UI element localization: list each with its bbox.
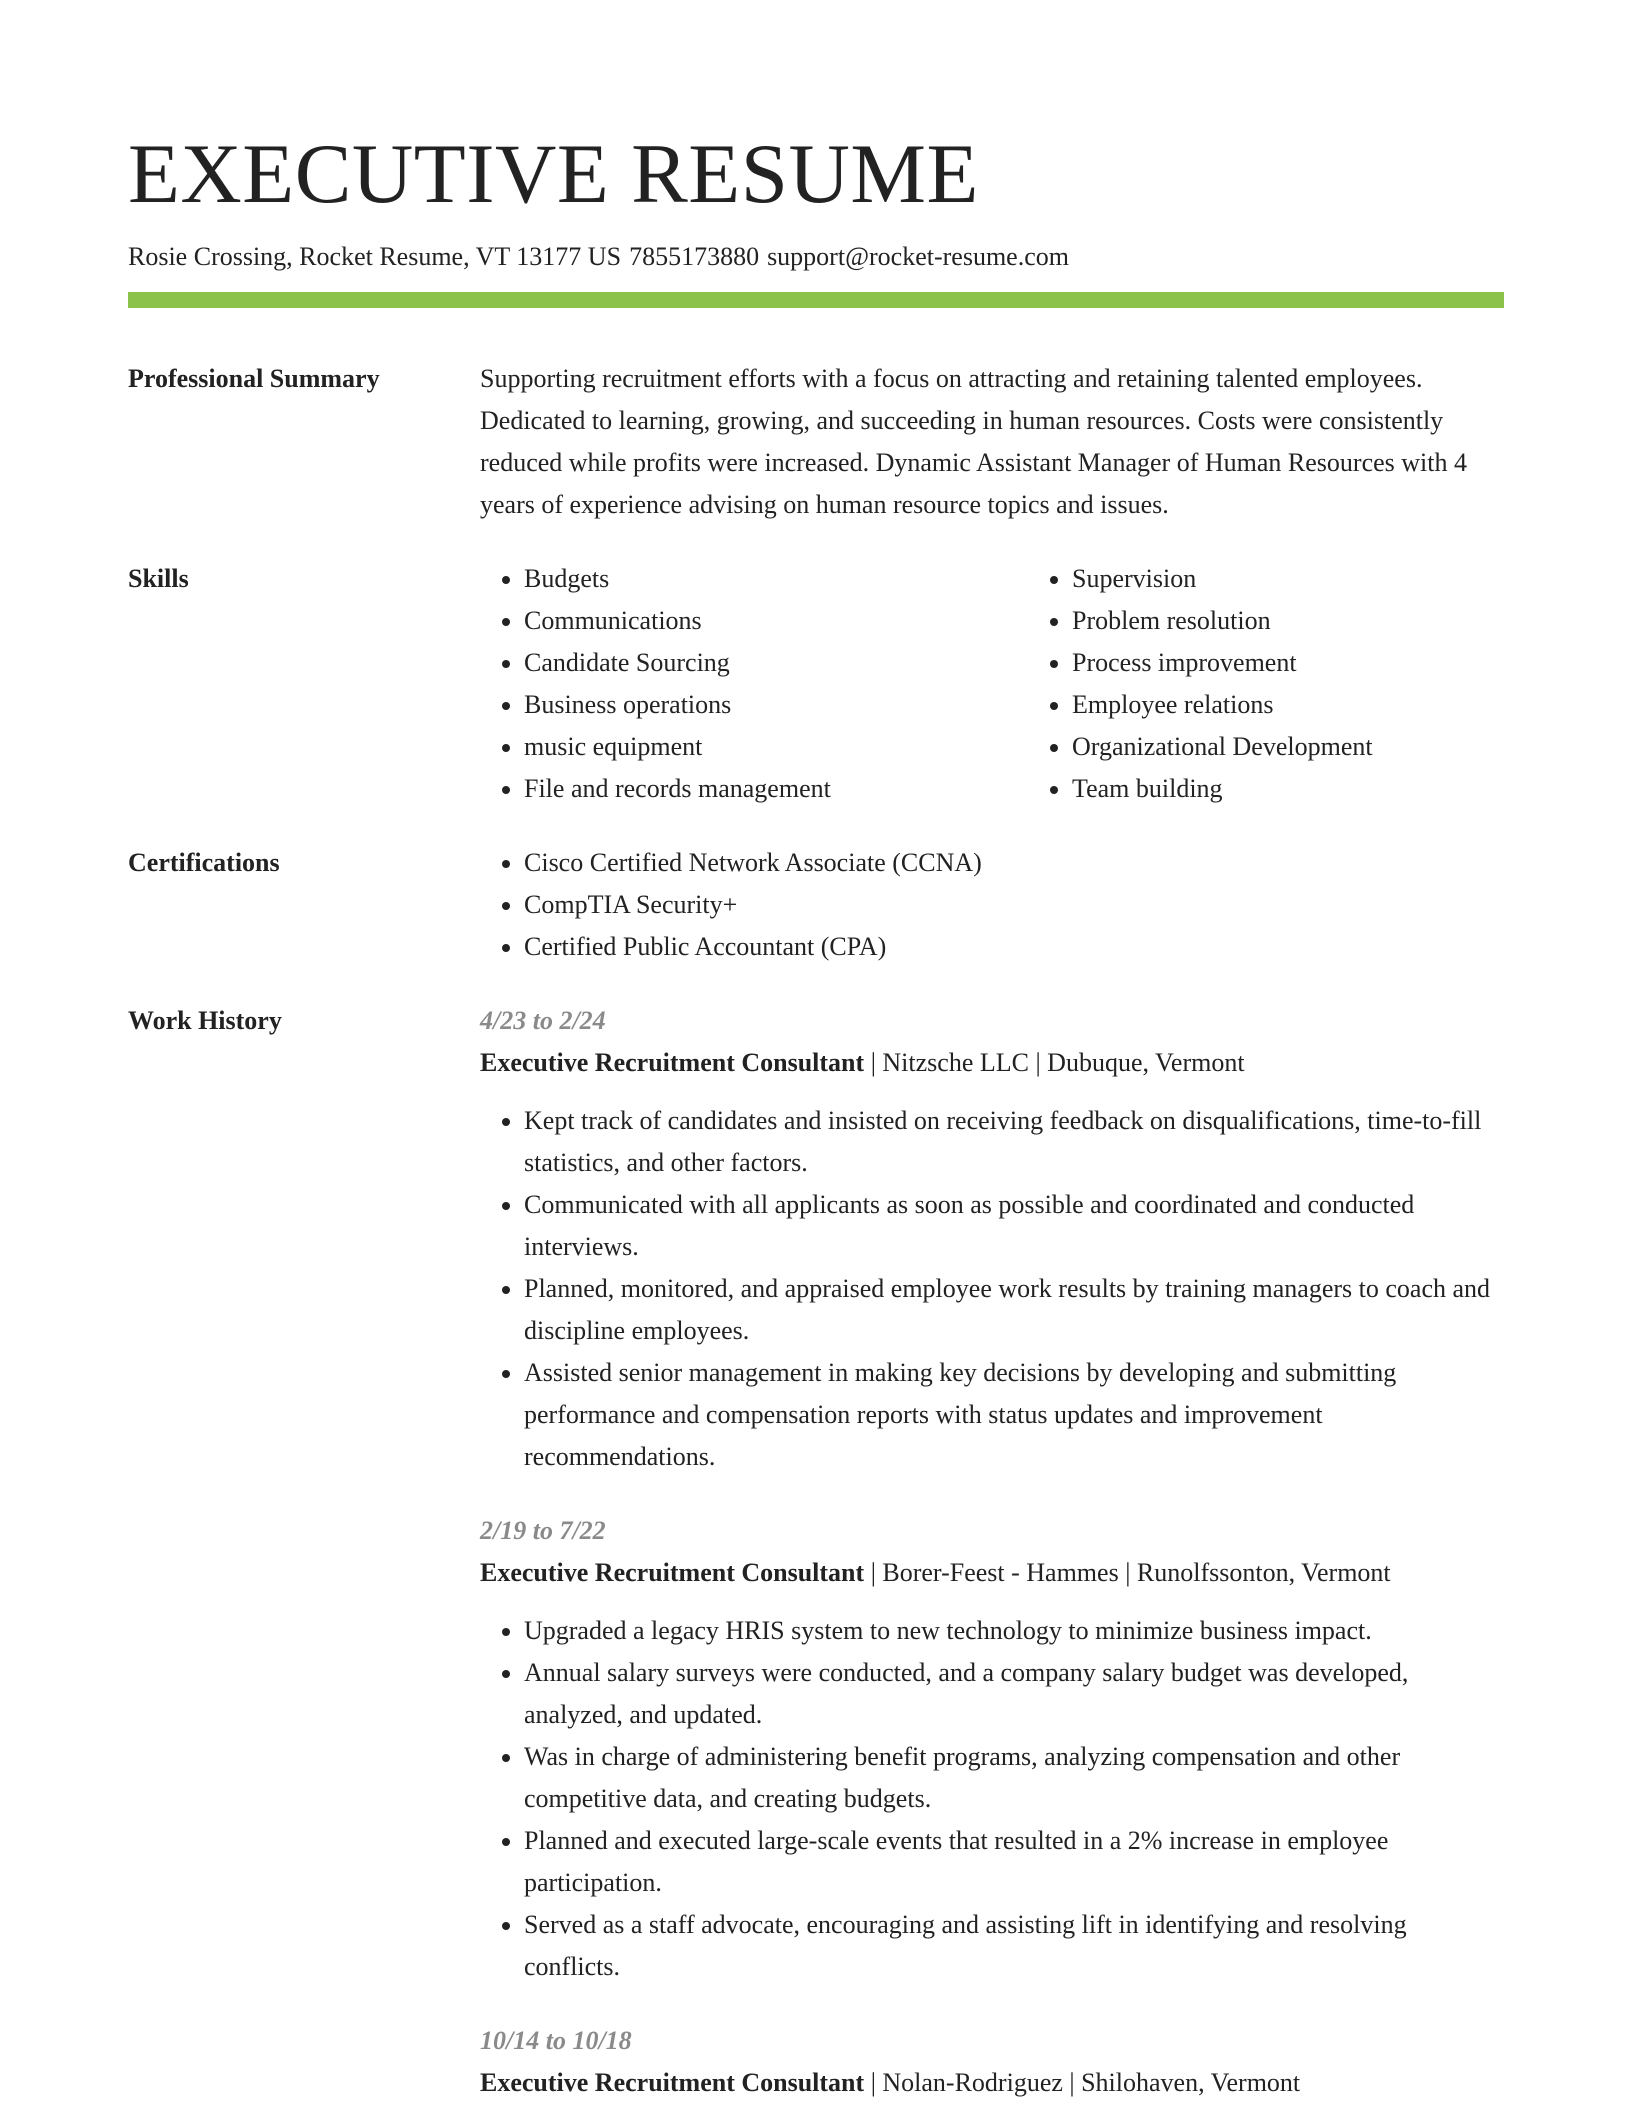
skill-item: • Business operations (524, 684, 1028, 726)
summary-text: Supporting recruitment efforts with a focus on attracting and retaining talented employees. Dedicated to learning, growing, and succeeding in human resources. Costs were consistently reduced while profits were increased. Dynamic Assistant Manager of Human Resources with 4 years of experience advising on human resource topics and issues. (480, 364, 1467, 519)
work-history-section (128, 1000, 1504, 2112)
resume-title: EXECUTIVE RESUME (128, 127, 979, 221)
job-title: Executive Recruitment Consultant (480, 1558, 865, 1587)
job-heading (480, 2062, 1504, 2104)
skills-list-right (1028, 558, 1576, 810)
job-bullet: • Communicated with all applicants as soon as possible and coordinated and conducted interviews. (524, 1184, 1504, 1268)
job-dates: 4/23 to 2/24 (480, 1006, 606, 1035)
skill-item: • Team building (1072, 768, 1576, 810)
job-heading (480, 1042, 1504, 1084)
job-bullet: • Assisted senior management in making key decisions by developing and submitting performance and compensation reports with status updates and improvement recommendations. (524, 1352, 1504, 1478)
contact-email: support@rocket-resume.com (767, 242, 1069, 271)
certification-item: • Cisco Certified Network Associate (CCNA) (524, 842, 1504, 884)
job-entry (480, 1510, 1504, 1988)
job-bullet: • Kept track of candidates and insisted on receiving feedback on disqualifications, time-to-fill statistics, and other factors. (524, 1100, 1504, 1184)
job-bullet: • Was in charge of administering benefit programs, analyzing compensation and other competitive data, and creating budgets. (524, 1736, 1504, 1820)
job-details: | Nitzsche LLC | Dubuque, Vermont (864, 1048, 1245, 1077)
skill-item: • File and records management (524, 768, 1028, 810)
job-bullet: • Planned and executed large-scale events that resulted in a 2% increase in employee participation. (524, 1820, 1504, 1904)
contact-line (128, 242, 1504, 272)
job-dates: 2/19 to 7/22 (480, 1516, 606, 1545)
certifications-body (480, 842, 1504, 968)
job-entry (480, 2020, 1504, 2104)
section-title-summary: Professional Summary (128, 364, 380, 393)
skill-item: • Communications (524, 600, 1028, 642)
section-title-work-history: Work History (128, 1006, 282, 1035)
job-details: | Nolan-Rodriguez | Shilohaven, Vermont (864, 2068, 1301, 2097)
job-bullet: • Annual salary surveys were conducted, and a company salary budget was developed, analyzed, and updated. (524, 1652, 1504, 1736)
skill-item: • Supervision (1072, 558, 1576, 600)
certifications-list (480, 842, 1504, 968)
certification-item: • Certified Public Accountant (CPA) (524, 926, 1504, 968)
skill-item: • Process improvement (1072, 642, 1576, 684)
certification-item: • CompTIA Security+ (524, 884, 1504, 926)
job-bullet: • Served as a staff advocate, encouraging and assisting lift in identifying and resolving conflicts. (524, 1904, 1504, 1988)
skills-list-left (480, 558, 1028, 810)
certifications-section (128, 842, 1504, 968)
skill-item: • music equipment (524, 726, 1028, 768)
job-details: | Borer-Feest - Hammes | Runolfssonton, Vermont (864, 1558, 1391, 1587)
summary-body (480, 358, 1504, 526)
job-bullets (480, 1100, 1504, 1478)
section-title-skills: Skills (128, 564, 189, 593)
skills-section (128, 558, 1504, 810)
skill-item: • Problem resolution (1072, 600, 1576, 642)
skills-grid (480, 558, 1576, 810)
summary-section (128, 358, 1504, 526)
job-bullet: • Upgraded a legacy HRIS system to new technology to minimize business impact. (524, 1610, 1504, 1652)
section-title-certifications: Certifications (128, 848, 280, 877)
job-dates: 10/14 to 10/18 (480, 2026, 632, 2055)
job-title: Executive Recruitment Consultant (480, 1048, 865, 1077)
skill-item: • Budgets (524, 558, 1028, 600)
skill-item: • Employee relations (1072, 684, 1576, 726)
job-title: Executive Recruitment Consultant (480, 2068, 865, 2097)
skill-item: • Candidate Sourcing (524, 642, 1028, 684)
contact-phone: 7855173880 (629, 242, 760, 271)
work-history-body (480, 1000, 1504, 2112)
job-entry (480, 1000, 1504, 1478)
job-heading (480, 1552, 1504, 1594)
skill-item: • Organizational Development (1072, 726, 1576, 768)
accent-divider (128, 292, 1504, 308)
contact-address: Rosie Crossing, Rocket Resume, VT 13177 US (128, 242, 622, 271)
job-bullets (480, 1610, 1504, 1988)
job-bullet: • Planned, monitored, and appraised employee work results by training managers to coach and discipline employees. (524, 1268, 1504, 1352)
